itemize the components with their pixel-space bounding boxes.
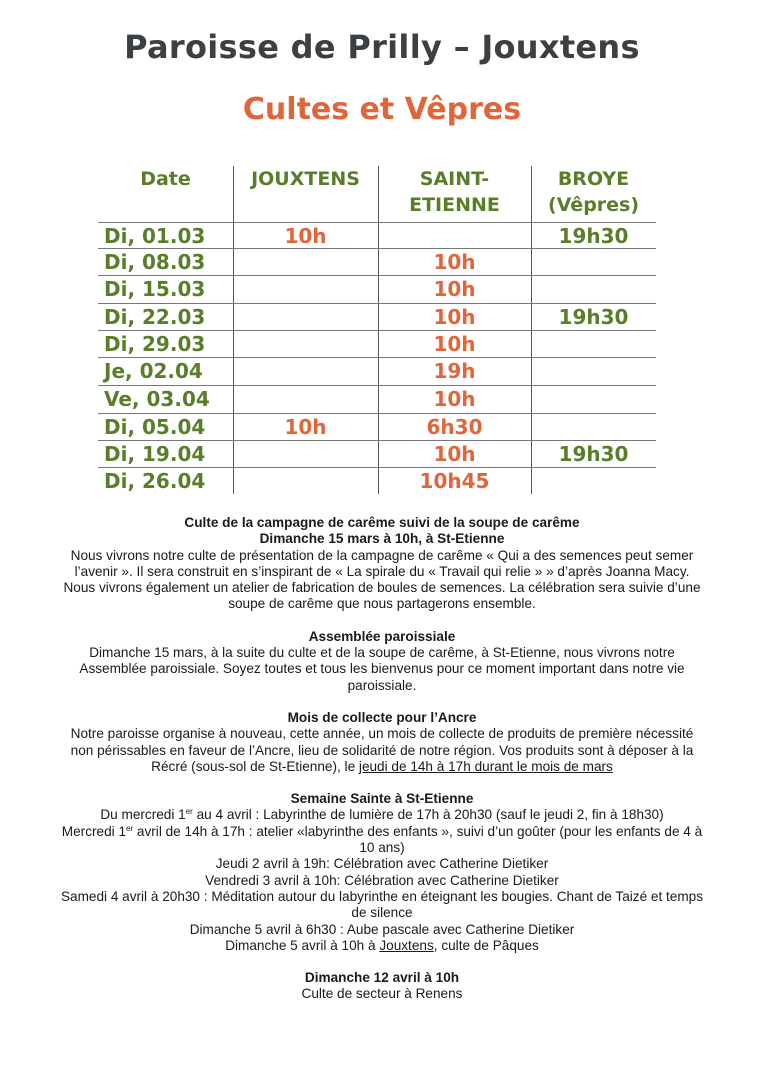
row-time-saint-etienne: 10h (433, 387, 476, 411)
row-time-jouxtens (233, 331, 378, 358)
announcements (30, 515, 734, 1019)
row-time-jouxtens (233, 249, 378, 276)
row-date: Di, 15.03 (104, 277, 206, 301)
section-line: Jeudi 2 avril à 19h: Célébration avec Catherine Dietiker (215, 856, 549, 872)
row-time-jouxtens (233, 276, 378, 303)
section-careme (30, 515, 734, 613)
page-title: Paroisse de Prilly – Jouxtens (124, 28, 640, 66)
column-header-jouxtens (233, 166, 378, 222)
row-time-saint-etienne: 10h (433, 332, 476, 356)
row-time-saint-etienne: 19h (433, 359, 476, 383)
section-line: Nous vivrons également un atelier de fabrication de boules de semences. La célébration sera suivie d’une (63, 580, 701, 596)
section-line: Notre paroisse organise à nouveau, cette année, un mois de collecte de produits de première nécessité (70, 726, 694, 742)
section-line: de silence (351, 905, 413, 921)
underlined-text: jeudi de 14h à 17h durant le mois de mars (358, 758, 613, 774)
column-header-label: SAINT- (419, 168, 490, 190)
section-line: 10 ans) (359, 840, 405, 856)
section-text: Dimanche 5 avril à 10h à (225, 937, 380, 953)
section-line (30, 938, 734, 954)
section-heading: Mois de collecte pour l’Ancre (287, 709, 477, 725)
section-heading: Semaine Sainte à St-Etienne (290, 791, 474, 807)
row-time-jouxtens (233, 468, 378, 495)
row-time-broye (531, 468, 656, 495)
row-time-jouxtens (233, 304, 378, 331)
column-header-label: ETIENNE (409, 194, 500, 216)
section-collecte (30, 710, 734, 775)
section-line: Culte de secteur à Renens (301, 986, 463, 1002)
column-header-label: BROYE (557, 168, 630, 190)
column-header-label: JOUXTENS (251, 168, 360, 190)
row-time-broye (531, 331, 656, 358)
section-text: , culte de Pâques (433, 937, 539, 953)
column-header-date (98, 166, 233, 222)
row-date: Di, 22.03 (104, 305, 206, 329)
row-time-broye: 19h30 (558, 442, 629, 466)
section-text: au 4 avril : Labyrinthe de lumière de 17h à 20h30 (sauf le jeudi 2, fin à 18h30) (192, 807, 664, 823)
row-time-jouxtens: 10h (284, 415, 327, 439)
section-assemblee (30, 629, 734, 694)
section-semaine-sainte (30, 791, 734, 954)
section-line: non périssables en faveur de l’Ancre, lieu de solidarité de notre région. Vos produits sont à déposer à la (70, 742, 694, 758)
section-secteur (30, 970, 734, 1003)
column-header-label: (Vêpres) (547, 194, 640, 216)
section-line: Vendredi 3 avril à 10h: Célébration avec Catherine Dietiker (205, 872, 559, 888)
row-time-jouxtens (233, 358, 378, 385)
section-text: Mercredi 1 (61, 823, 127, 839)
section-line: Samedi 4 avril à 20h30 : Méditation autour du labyrinthe en éteignant les bougies. Chant de Taizé et temps (60, 888, 704, 904)
row-time-saint-etienne: 6h30 (426, 415, 483, 439)
row-date: Di, 08.03 (104, 250, 206, 274)
section-line (30, 807, 734, 823)
row-date: Je, 02.04 (104, 359, 203, 383)
page-subtitle: Cultes et Vêpres (242, 92, 522, 127)
section-line: soupe de carême que nous partagerons ensemble. (228, 596, 536, 612)
section-heading: Assemblée paroissiale (308, 628, 456, 644)
row-time-broye (531, 276, 656, 303)
row-time-broye (531, 386, 656, 413)
section-line (30, 824, 734, 840)
row-date: Di, 01.03 (104, 224, 206, 248)
column-header-label: Date (140, 168, 191, 190)
row-time-broye: 19h30 (558, 224, 629, 248)
section-text: Récré (sous-sol de St-Etienne), le (151, 758, 359, 774)
column-header-broye (531, 166, 656, 222)
row-time-broye (531, 358, 656, 385)
row-date: Di, 05.04 (104, 415, 206, 439)
section-text: avril de 14h à 17h : atelier «labyrinthe des enfants », suivi d’un goûter (pour les enfants de 4 à (133, 823, 703, 839)
row-time-saint-etienne: 10h45 (419, 469, 490, 493)
section-line: Nous vivrons notre culte de présentation de la campagne de carême « Qui a des semences peut semer (70, 547, 694, 563)
column-header-saint-etienne (378, 166, 531, 222)
section-text: Du mercredi 1 (100, 807, 186, 823)
row-time-broye: 19h30 (558, 305, 629, 329)
superscript: er (185, 807, 193, 817)
section-line: Dimanche 15 mars, à la suite du culte et de la soupe de carême, à St-Etienne, nous vivrons notre (89, 645, 675, 661)
section-heading: Culte de la campagne de carême suivi de la soupe de carême (184, 515, 580, 530)
section-line: Dimanche 5 avril à 6h30 : Aube pascale avec Catherine Dietiker (189, 921, 575, 937)
row-time-jouxtens (233, 386, 378, 413)
row-time-saint-etienne (378, 223, 531, 250)
superscript: er (126, 823, 134, 833)
section-line: l’avenir ». Il sera construit en s’inspirant de « La spirale du « Travail qui relie » » d’après Joanna Macy. (74, 563, 690, 579)
row-time-saint-etienne: 10h (433, 442, 476, 466)
section-heading: Dimanche 12 avril à 10h (304, 970, 460, 986)
section-line (30, 759, 734, 775)
row-time-broye (531, 249, 656, 276)
section-line: Assemblée paroissiale. Soyez toutes et tous les bienvenus pour ce moment important dans notre vie (79, 661, 685, 677)
underlined-text: Jouxtens (379, 937, 434, 953)
row-time-jouxtens: 10h (284, 224, 327, 248)
row-time-jouxtens (233, 441, 378, 468)
row-time-saint-etienne: 10h (433, 305, 476, 329)
row-time-saint-etienne: 10h (433, 277, 476, 301)
row-time-broye (531, 414, 656, 441)
row-date: Ve, 03.04 (104, 387, 210, 411)
section-line: paroissiale. (347, 677, 417, 693)
row-date: Di, 19.04 (104, 442, 206, 466)
row-date: Di, 29.03 (104, 332, 206, 356)
row-time-saint-etienne: 10h (433, 250, 476, 274)
section-subheading: Dimanche 15 mars à 10h, à St-Etienne (259, 531, 505, 547)
row-date: Di, 26.04 (104, 469, 206, 493)
